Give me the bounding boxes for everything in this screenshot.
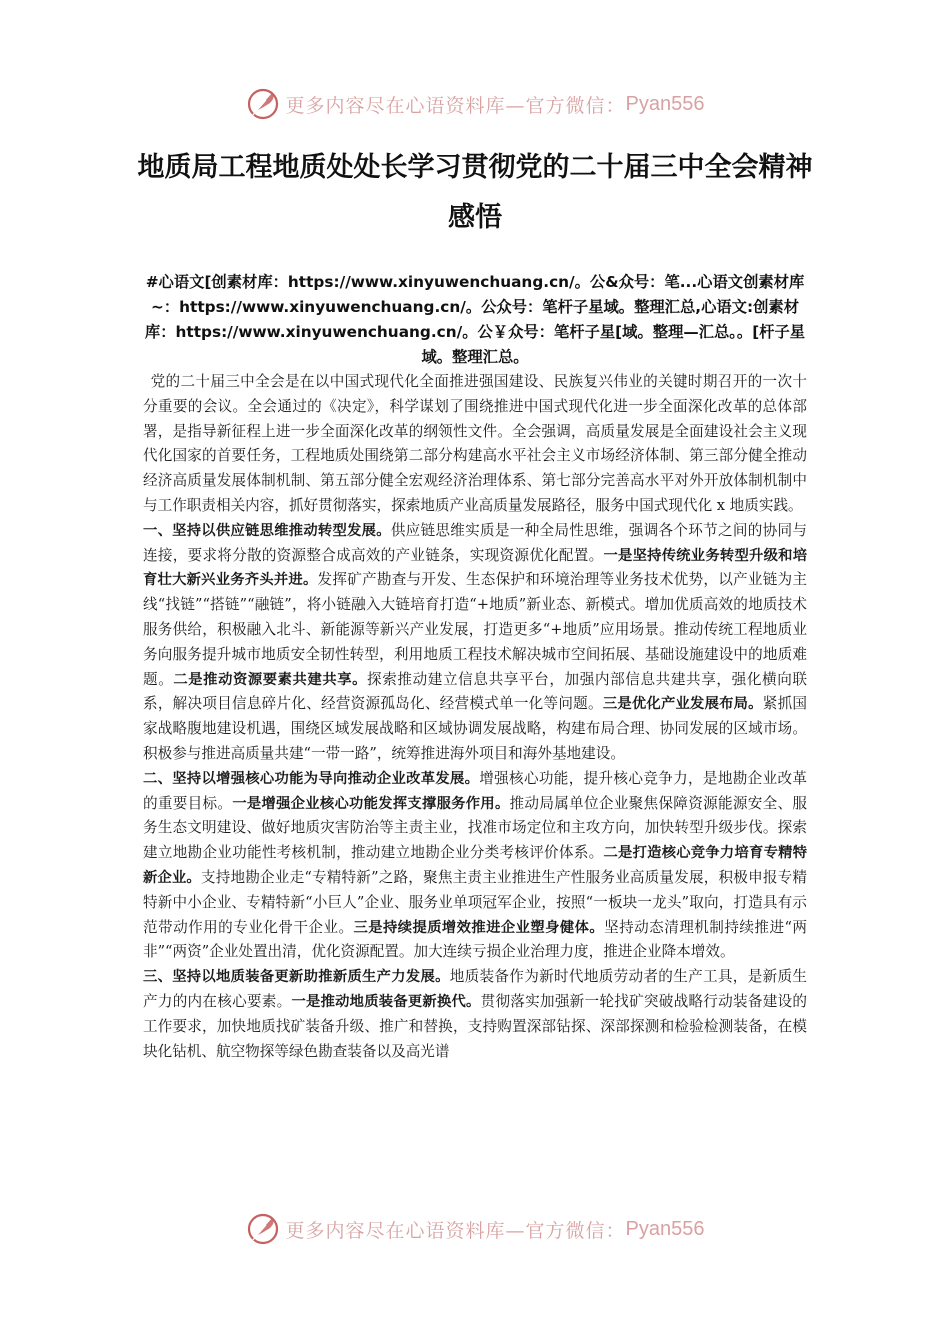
watermark-text: 更多内容尽在心语资料库—官方微信：	[285, 1219, 626, 1242]
section-3-point-1: 一是推动地质装备更新换代。	[291, 993, 481, 1010]
quill-logo-icon	[246, 1212, 280, 1246]
watermark-banner-top	[0, 84, 950, 124]
section-2-text-1: 增强核心功能，提升核心竞争力，是地勘企业改革的重要目标。	[143, 769, 807, 812]
section-2-heading: 二、坚持以增强核心功能为导向推动企业改革发展。	[143, 770, 480, 787]
section-3-heading: 三、坚持以地质装备更新助推新质生产力发展。	[143, 969, 450, 986]
section-1-paragraph	[143, 519, 807, 767]
section-1-text-1: 供应链思维实质是一种全局性思维，强调各个环节之间的协同与连接，要求将分散的资源整合成高效的产业链条，实现资源优化配置。	[143, 521, 807, 564]
section-2-text-3: 支持地勘企业走“专精特新”之路，聚焦主责主业推进生产性服务业高质量发展，积极申报专精特新中小企业、专精特新“小巨人”企业、服务业单项冠军企业，按照“一板块一龙头”取向，打造具有示范带动作用的专业化骨干企业。	[143, 868, 807, 936]
watermark-banner-bottom	[0, 1209, 950, 1249]
section-2-paragraph	[143, 767, 807, 965]
watermark-wechat-id: Pyan556	[625, 1217, 705, 1240]
watermark-wechat-id: Pyan556	[625, 92, 705, 115]
section-1-heading: 一、坚持以供应链思维推动转型发展。	[143, 522, 391, 539]
section-1-point-1: 一是坚持传统业务转型升级和培育壮大新兴业务齐头并进。	[143, 547, 807, 589]
section-2-point-3: 三是持续提质增效推进企业塑身健体。	[353, 919, 605, 936]
intro-text: 党的二十届三中全会是在以中国式现代化全面推进强国建设、民族复兴伟业的关键时期召开的一次十分重要的会议。全会通过的《决定》，科学谋划了围绕推进中国式现代化进一步全面深化改革的总体部署，是指导新征程上进一步全面深化改革的纲领性文件。全会强调，高质量发展是全面建设社会主义现代化国家的首要任务，工程地质处围绕第二部分构建高水平社会主义市场经济体制、第三部分健全推动经济高质量发展体制机制、第五部分健全宏观经济治理体系、第七部分完善高水平对外开放体制机制中与工作职责相关内容，抓好贯彻落实，探索地质产业高质量发展路径，服务中国式现代化 x 地质实践。	[143, 373, 807, 514]
section-2-text-2: 推动局属单位企业聚焦保障资源能源安全、服务生态文明建设、做好地质灾害防治等主责主业，找准市场定位和主攻方向，加快转型升级步伐。探索建立地勘企业功能性考核机制，推动建立地勘企业分类考核评价体系。	[143, 794, 807, 862]
quill-logo-icon	[246, 87, 280, 121]
watermark-text: 更多内容尽在心语资料库—官方微信：	[285, 94, 626, 117]
section-3-paragraph	[143, 965, 807, 1064]
section-2-point-1: 一是增强企业核心功能发挥支撑服务作用。	[232, 795, 510, 812]
intro-paragraph	[143, 370, 807, 519]
section-1-point-2: 二是推动资源要素共建共享。	[173, 671, 368, 688]
source-note: #心语文[创素材库：https://www.xinyuwenchuang.cn/。公&众号：笔...心语文创素材库~：https://www.xinyuwenchuang.cn/。公众号：笔杆子星域。整理汇总,心语文:创素材库：https://www.xinyuwenchuang.cn/。公￥众号：笔杆子星[域。整理—汇总。。[杆子星域。整理汇总。	[144, 273, 806, 366]
section-2-text-4: 坚持动态清理机制持续推进“两非”“两资”企业处置出清，优化资源配置。加大连续亏损企业治理力度，推进企业降本增效。	[143, 918, 807, 961]
section-1-text-4: 紧抓国家战略腹地建设机遇，围绕区域发展战略和区域协调发展战略，构建布局合理、协同发展的区域市场。积极参与推进高质量共建“一带一路”，统筹推进海外项目和海外基地建设。	[143, 695, 807, 762]
section-1-point-3: 三是优化产业发展布局。	[602, 696, 763, 713]
section-1-text-2: 发挥矿产勘查与开发、生态保护和环境治理等业务技术优势，以产业链为主线“找链”“搭链”“融链”，将小链融入大链培育打造“+地质”新业态、新模式。增加优质高效的地质技术服务供给，积极融入北斗、新能源等新兴产业发展，打造更多“+地质”应用场景。推动传统工程地质业务向服务提升城市地质安全韧性转型，利用地质工程技术解决城市空间拓展、基础设施建设中的地质难题。	[143, 571, 807, 688]
document-body	[143, 370, 807, 1064]
section-1-text-3: 探索推动建立信息共享平台，加强内部信息共建共享，强化横向联系，解决项目信息碎片化、经营资源孤岛化、经营模式单一化等问题。	[143, 670, 807, 713]
section-3-text-2: 贯彻落实加强新一轮找矿突破战略行动装备建设的工作要求，加快地质找矿装备升级、推广和替换，支持购置深部钻探、深部探测和检验检测装备，在模块化钻机、航空物探等绿色勘查装备以及高光谱	[143, 992, 807, 1060]
section-3-text-1: 地质装备作为新时代地质劳动者的生产工具，是新质生产力的内在核心要素。	[143, 968, 807, 1010]
document-title: 地质局工程地质处处长学习贯彻党的二十届三中全会精神感悟	[137, 152, 813, 233]
section-2-point-2: 二是打造核心竞争力培育专精特新企业。	[143, 845, 807, 886]
